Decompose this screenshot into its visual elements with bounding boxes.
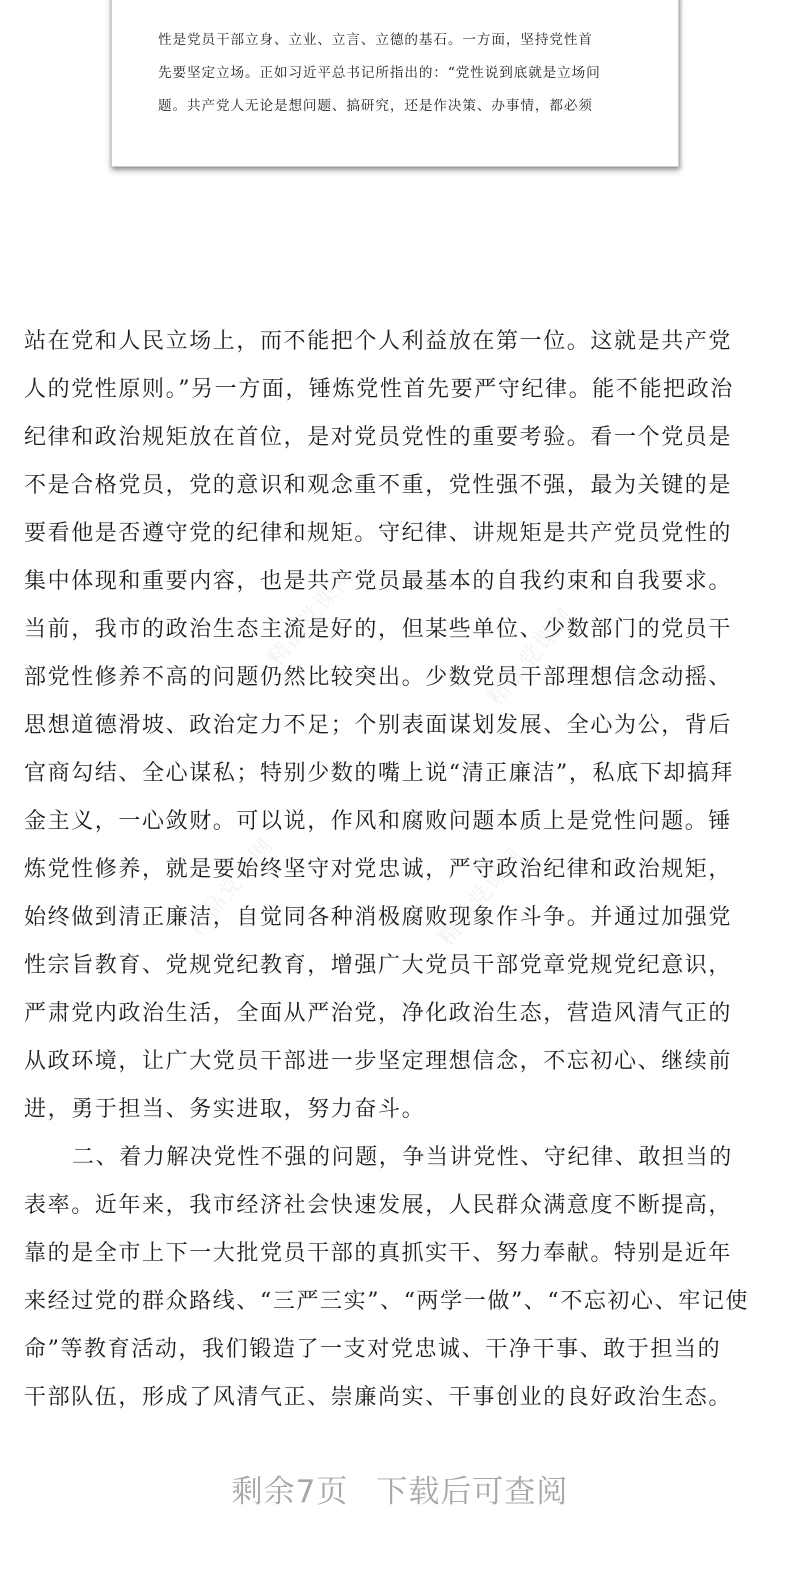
body-line: 不是合格党员，党的意识和观念重不重，党性强不强，最为关键的是	[24, 473, 733, 498]
body-line: 纪律和政治规矩放在首位，是对党员党性的重要考验。看一个党员是	[24, 425, 733, 450]
document-body	[24, 318, 776, 1422]
body-line: 性宗旨教育、党规党纪教育，增强广大党员干部党章党规党纪意识，	[24, 953, 733, 978]
watermark: 精品党课网	[183, 832, 280, 941]
card-text-line: 先要坚定立场。正如习近平总书记所指出的：“党性说到底就是立场问	[158, 65, 601, 81]
body-line: 进，勇于担当、务实进取，努力奋斗。	[24, 1097, 426, 1122]
body-line: 严肃党内政治生活，全面从严治党，净化政治生态，营造风清气正的	[24, 1001, 733, 1026]
watermark: 精品党课网	[433, 842, 530, 951]
body-line: 官商勾结、全心谋私；特别少数的嘴上说“清正廉洁”，私底下却搞拜	[24, 761, 735, 786]
body-line: 靠的是全市上下一大批党员干部的真抓实干、努力奉献。特别是近年	[24, 1241, 733, 1266]
body-line: 思想道德滑坡、政治定力不足；个别表面谋划发展、全心为公，背后	[24, 713, 733, 738]
card-text-line: 题。共产党人无论是想问题、搞研究，还是作决策、办事情，都必须	[158, 98, 593, 114]
remaining-pages-banner[interactable]	[0, 1466, 800, 1511]
body-line: 从政环境，让广大党员干部进一步坚定理想信念，不忘初心、继续前	[24, 1049, 733, 1074]
body-line: 站在党和人民立场上，而不能把个人利益放在第一位。这就是共产党	[24, 329, 733, 354]
body-line: 当前，我市的政治生态主流是好的，但某些单位、少数部门的党员干	[24, 617, 733, 642]
body-line: 命”等教育活动，我们锻造了一支对党忠诚、干净干事、敢于担当的	[24, 1337, 722, 1362]
body-line: 表率。近年来，我市经济社会快速发展，人民群众满意度不断提高，	[24, 1193, 733, 1218]
body-line: 干部队伍，形成了风清气正、崇廉尚实、干事创业的良好政治生态。	[24, 1385, 733, 1410]
watermark: 精品党课网	[263, 562, 360, 671]
body-line: 来经过党的群众路线、“三严三实”、“两学一做”、“不忘初心、牢记使	[24, 1289, 750, 1314]
remaining-pages-count: 剩余7页	[231, 1474, 349, 1510]
section-heading-line: 二、着力解决党性不强的问题，争当讲党性、守纪律、敢担当的	[72, 1145, 733, 1170]
body-line: 要看他是否遵守党的纪律和规矩。守纪律、讲规矩是共产党员党性的	[24, 521, 733, 546]
page-preview-card	[111, 0, 679, 167]
body-line: 集中体现和重要内容，也是共产党员最基本的自我约束和自我要求。	[24, 569, 733, 594]
card-text-line: 性是党员干部立身、立业、立言、立德的基石。一方面，坚持党性首	[158, 32, 593, 48]
watermark: 精品党课网	[483, 602, 580, 711]
body-line: 金主义，一心敛财。可以说，作风和腐败问题本质上是党性问题。锤	[24, 809, 733, 834]
body-line: 始终做到清正廉洁，自觉同各种消极腐败现象作斗争。并通过加强党	[24, 905, 733, 930]
body-line: 炼党性修养，就是要始终坚守对党忠诚，严守政治纪律和政治规矩，	[24, 857, 733, 882]
body-line: 人的党性原则。”另一方面，锤炼党性首先要严守纪律。能不能把政治	[24, 377, 734, 402]
body-line: 部党性修养不高的问题仍然比较突出。少数党员干部理想信念动摇、	[24, 665, 733, 690]
download-hint: 下载后可查阅	[376, 1474, 569, 1510]
